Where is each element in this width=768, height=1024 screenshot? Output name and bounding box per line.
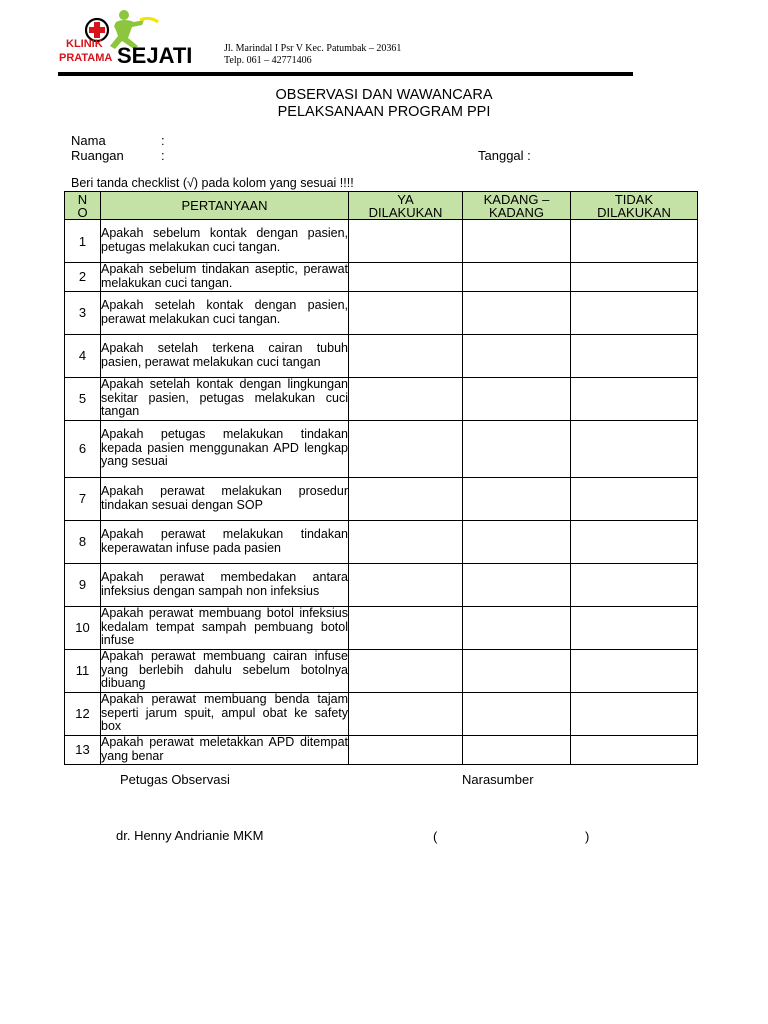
checkbox-kadang-cell[interactable] — [463, 692, 571, 735]
petugas-observasi-label: Petugas Observasi — [120, 772, 230, 787]
row-question: Apakah petugas melakukan tindakan kepada pasien menggunakan APD lengkap yang sesuai — [101, 420, 349, 477]
row-number: 3 — [65, 291, 101, 334]
header-tidak-dilakukan: TIDAK DILAKUKAN — [571, 192, 698, 220]
row-number: 2 — [65, 263, 101, 292]
narasumber-label: Narasumber — [462, 772, 534, 787]
header-kadang-kadang: KADANG – KADANG — [463, 192, 571, 220]
checkbox-kadang-cell[interactable] — [463, 649, 571, 692]
checkbox-ya-cell[interactable] — [349, 334, 463, 377]
checkbox-tidak-cell[interactable] — [571, 649, 698, 692]
row-question: Apakah perawat membuang botol infeksius kedalam tempat sampah pembuang botol infuse — [101, 605, 348, 648]
checkbox-ya-cell[interactable] — [349, 477, 463, 520]
checkbox-kadang-cell[interactable] — [463, 334, 571, 377]
table-row — [65, 606, 698, 649]
row-number: 1 — [65, 220, 101, 263]
header-ya-dilakukan: YA DILAKUKAN — [349, 192, 463, 220]
table-row — [65, 291, 698, 334]
nama-colon: : — [161, 133, 165, 148]
row-number: 7 — [65, 477, 101, 520]
checkbox-tidak-cell[interactable] — [571, 291, 698, 334]
checkbox-tidak-cell[interactable] — [571, 606, 698, 649]
nama-label: Nama — [71, 133, 106, 148]
row-number: 9 — [65, 563, 101, 606]
observation-table — [64, 191, 698, 765]
svg-text:PRATAMA: PRATAMA — [59, 52, 113, 64]
tanggal-label: Tanggal : — [478, 148, 531, 163]
row-number: 13 — [65, 735, 101, 764]
checkbox-ya-cell[interactable] — [349, 606, 463, 649]
document-title-line2: PELAKSANAAN PROGRAM PPI — [277, 104, 491, 120]
row-question: Apakah setelah terkena cairan tubuh pasien, perawat melakukan cuci tangan — [101, 334, 349, 377]
checkbox-kadang-cell[interactable] — [463, 220, 571, 263]
row-number: 4 — [65, 334, 101, 377]
narasumber-close-paren: ) — [585, 829, 590, 844]
checkbox-tidak-cell[interactable] — [571, 220, 698, 263]
table-row — [65, 477, 698, 520]
row-question: Apakah perawat meletakkan APD ditempat yang benar — [101, 734, 348, 763]
row-number: 8 — [65, 520, 101, 563]
checkbox-ya-cell[interactable] — [349, 692, 463, 735]
clinic-address-block — [224, 43, 401, 67]
checkbox-tidak-cell[interactable] — [571, 520, 698, 563]
checkbox-kadang-cell[interactable] — [463, 735, 571, 764]
table-row — [65, 377, 698, 420]
row-question: Apakah setelah kontak dengan lingkungan sekitar pasien, petugas melakukan cuci tangan — [101, 376, 348, 419]
checkbox-ya-cell[interactable] — [349, 649, 463, 692]
observer-name: dr. Henny Andrianie MKM — [116, 828, 264, 843]
checkbox-tidak-cell[interactable] — [571, 263, 698, 292]
checkbox-ya-cell[interactable] — [349, 263, 463, 292]
ruangan-colon: : — [161, 148, 165, 163]
checkbox-kadang-cell[interactable] — [463, 377, 571, 420]
clinic-address: Jl. Marindal I Psr V Kec. Patumbak – 20361 — [224, 43, 402, 54]
checkbox-kadang-cell[interactable] — [463, 291, 571, 334]
checkbox-tidak-cell[interactable] — [571, 377, 698, 420]
table-row — [65, 649, 698, 692]
row-question: Apakah perawat membedakan antara infeksius dengan sampah non infeksius — [101, 563, 349, 606]
checkbox-ya-cell[interactable] — [349, 291, 463, 334]
clinic-phone: Telp. 061 – 42771406 — [224, 55, 312, 66]
checkbox-kadang-cell[interactable] — [463, 563, 571, 606]
row-question: Apakah setelah kontak dengan pasien, perawat melakukan cuci tangan. — [101, 291, 349, 334]
svg-text:KLINIK: KLINIK — [66, 38, 103, 50]
checklist-instruction: Beri tanda checklist (√) pada kolom yang sesuai !!!! — [71, 176, 354, 190]
table-header-row — [65, 192, 698, 220]
svg-text:SEJATI: SEJATI — [117, 43, 193, 68]
checkbox-kadang-cell[interactable] — [463, 263, 571, 292]
checkbox-ya-cell[interactable] — [349, 520, 463, 563]
header-no: N O — [65, 192, 101, 220]
header-divider — [58, 72, 633, 76]
checkbox-kadang-cell[interactable] — [463, 520, 571, 563]
checkbox-ya-cell[interactable] — [349, 735, 463, 764]
checkbox-kadang-cell[interactable] — [463, 606, 571, 649]
row-question: Apakah sebelum tindakan aseptic, perawat melakukan cuci tangan. — [101, 262, 348, 290]
checkbox-tidak-cell[interactable] — [571, 334, 698, 377]
ruangan-label: Ruangan — [71, 148, 124, 163]
table-row — [65, 563, 698, 606]
table-row — [65, 735, 698, 764]
table-row — [65, 220, 698, 263]
checkbox-tidak-cell[interactable] — [571, 420, 698, 477]
row-question: Apakah perawat membuang cairan infuse yang berlebih dahulu sebelum botolnya dibuang — [101, 648, 348, 691]
table-row — [65, 263, 698, 292]
checkbox-tidak-cell[interactable] — [571, 692, 698, 735]
checkbox-ya-cell[interactable] — [349, 563, 463, 606]
document-title-line1: OBSERVASI DAN WAWANCARA — [275, 87, 493, 103]
table-row — [65, 334, 698, 377]
table-row — [65, 420, 698, 477]
row-number: 6 — [65, 420, 101, 477]
checkbox-kadang-cell[interactable] — [463, 477, 571, 520]
checkbox-ya-cell[interactable] — [349, 420, 463, 477]
checkbox-ya-cell[interactable] — [349, 377, 463, 420]
row-number: 12 — [65, 692, 101, 735]
row-number: 10 — [65, 606, 101, 649]
row-question: Apakah perawat melakukan tindakan keperawatan infuse pada pasien — [101, 520, 349, 563]
narasumber-open-paren: ( — [433, 829, 438, 844]
checkbox-tidak-cell[interactable] — [571, 563, 698, 606]
checkbox-tidak-cell[interactable] — [571, 735, 698, 764]
table-row — [65, 692, 698, 735]
clinic-logo — [58, 8, 223, 70]
row-question: Apakah sebelum kontak dengan pasien, petugas melakukan cuci tangan. — [101, 220, 349, 263]
checkbox-tidak-cell[interactable] — [571, 477, 698, 520]
table-row — [65, 520, 698, 563]
row-number: 11 — [65, 649, 101, 692]
row-question: Apakah perawat melakukan prosedur tindakan sesuai dengan SOP — [101, 477, 349, 520]
row-question: Apakah perawat membuang benda tajam seperti jarum spuit, ampul obat ke safety box — [101, 691, 348, 734]
row-number: 5 — [65, 377, 101, 420]
header-question: PERTANYAAN — [101, 192, 349, 220]
checkbox-ya-cell[interactable] — [349, 220, 463, 263]
checkbox-kadang-cell[interactable] — [463, 420, 571, 477]
